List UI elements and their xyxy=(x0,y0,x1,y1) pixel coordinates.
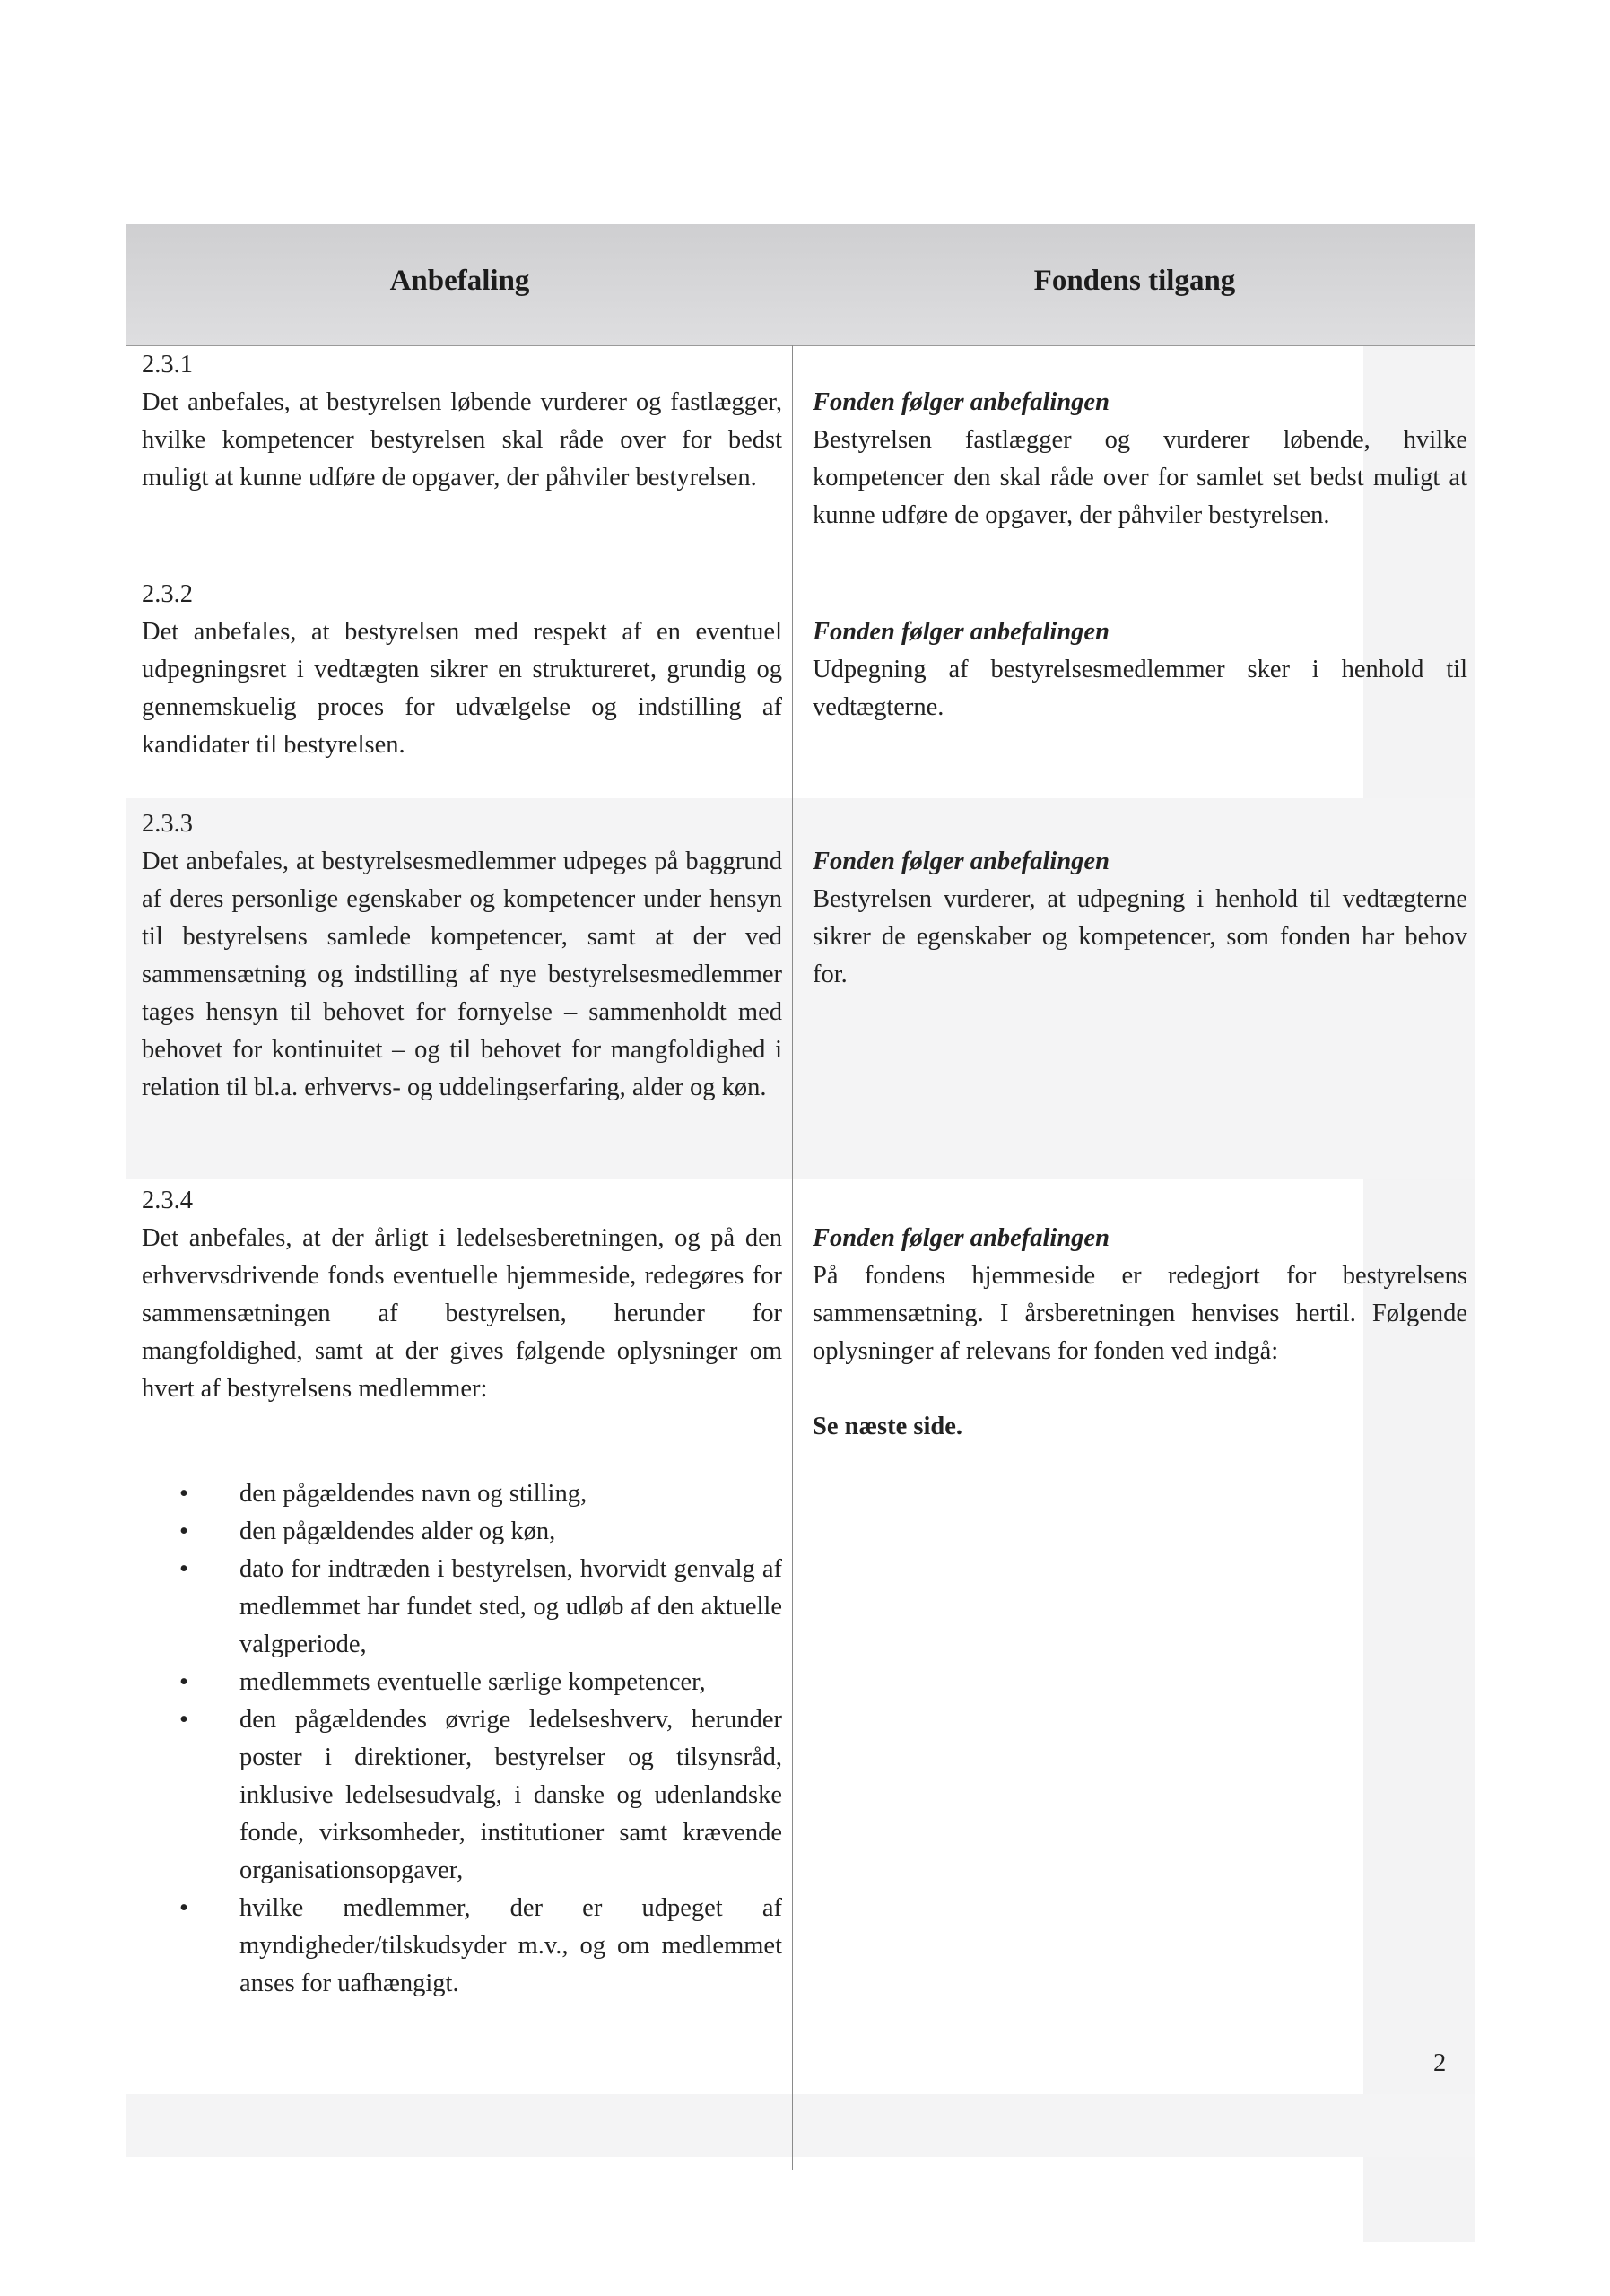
approach-lead: Fonden følger anbefalingen xyxy=(813,1224,1110,1252)
header-anbefaling: Anbefaling xyxy=(389,265,530,297)
section-number: 2.3.3 xyxy=(142,810,193,838)
list-item: • den pågældendes alder og køn, xyxy=(179,1513,782,1551)
member-info-list xyxy=(179,1475,782,2003)
approach-2-3-1 xyxy=(813,384,1467,535)
section-number: 2.3.4 xyxy=(142,1187,193,1214)
table-header xyxy=(126,224,1475,346)
approach-2-3-4 xyxy=(813,1220,1467,1446)
approach-lead: Fonden følger anbefalingen xyxy=(813,618,1110,646)
list-item: • dato for indtræden i bestyrelsen, hvorvidt genvalg af medlemmet har fundet sted, og udløb af den aktuelle valgperiode, xyxy=(179,1551,782,1664)
section-number: 2.3.2 xyxy=(142,580,193,608)
approach-text: På fondens hjemmeside er redegjort for bestyrelsens sammensætning. I årsberetningen henvises hertil. Følgende oplysninger af relevans for fonden ved indgå: xyxy=(813,1262,1467,1365)
list-item: • den pågældendes øvrige ledelseshverv, herunder poster i direktioner, bestyrelser og tilsynsråd, inklusive ledelsesudvalg, i danske og udenlandske fonde, virksomheder, institutioner samt krævende organisationsopgaver, xyxy=(179,1701,782,1890)
recommendation-text: Det anbefales, at der årligt i ledelsesberetningen, og på den erhvervsdrivende fonds eventuelle hjemmeside, redegøres for sammensætningen af bestyrelsen, herunder for mangfoldighed, samt at der gives følgende oplysninger om hvert af bestyrelsens medlemmer: xyxy=(142,1224,782,1403)
list-item: • den pågældendes navn og stilling, xyxy=(179,1475,782,1513)
approach-text: Bestyrelsen fastlægger og vurderer løbende, hvilke kompetencer den skal råde over for samlet set bedst muligt at kunne udføre de opgaver, der påhviler bestyrelsen. xyxy=(813,426,1467,529)
list-item: • medlemmets eventuelle særlige kompetencer, xyxy=(179,1664,782,1701)
page-number: 2 xyxy=(1433,2049,1447,2077)
header-fondens-tilgang: Fondens tilgang xyxy=(1033,265,1236,297)
approach-2-3-3 xyxy=(813,843,1467,994)
recommendation-text: Det anbefales, at bestyrelsen løbende vurderer og fastlægger, hvilke kompetencer bestyrelsen skal råde over for bedst muligt at kunne udføre de opgaver, der påhviler bestyrelsen. xyxy=(142,388,782,491)
approach-text: Udpegning af bestyrelsesmedlemmer sker i henhold til vedtægterne. xyxy=(813,656,1467,721)
list-item: • hvilke medlemmer, der er udpeget af myndigheder/tilskudsyder m.v., og om medlemmet anses for uafhængigt. xyxy=(179,1890,782,2003)
approach-lead: Fonden følger anbefalingen xyxy=(813,848,1110,875)
row-band-footer xyxy=(126,2094,1475,2157)
approach-note: Se næste side. xyxy=(813,1413,963,1440)
recommendation-2-3-3 xyxy=(142,805,782,1107)
recommendation-2-3-2 xyxy=(142,576,782,764)
approach-lead: Fonden følger anbefalingen xyxy=(813,388,1110,416)
recommendation-2-3-1 xyxy=(142,346,782,497)
approach-text: Bestyrelsen vurderer, at udpegning i henhold til vedtægterne sikrer de egenskaber og kompetencer, som fonden har behov for. xyxy=(813,885,1467,988)
recommendation-text: Det anbefales, at bestyrelsen med respekt af en eventuel udpegningsret i vedtægten sikrer en struktureret, grundig og gennemskuelig proces for udvælgelse og indstilling af kandidater til bestyrelsen. xyxy=(142,618,782,759)
approach-2-3-2 xyxy=(813,613,1467,726)
section-number: 2.3.1 xyxy=(142,351,193,378)
column-divider xyxy=(792,345,793,2170)
recommendation-2-3-4 xyxy=(142,1182,782,1408)
recommendation-text: Det anbefales, at bestyrelsesmedlemmer udpeges på baggrund af deres personlige egenskaber og kompetencer under hensyn til bestyrelsens samlede kompetencer, samt at der ved sammensætning og indstilling af nye bestyrelsesmedlemmer tages hensyn til behovet for fornyelse – sammenholdt med behovet for kontinuitet – og til behovet for mangfoldighed i relation til bl.a. erhvervs- og uddelingserfaring, alder og køn. xyxy=(142,848,782,1101)
spacer xyxy=(813,1370,1467,1408)
